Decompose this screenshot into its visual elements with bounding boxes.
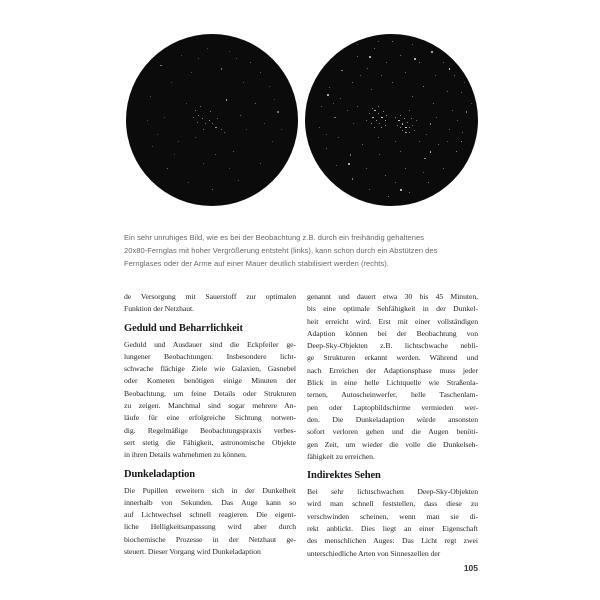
star-dot bbox=[215, 154, 216, 155]
star-dot bbox=[405, 127, 406, 128]
star-dot bbox=[414, 130, 415, 131]
text-line: Die Pupillen erweitern sich in der Dunkelheit bbox=[124, 485, 296, 495]
star-dot bbox=[209, 120, 210, 121]
star-dot bbox=[419, 62, 420, 63]
star-dot bbox=[191, 72, 192, 73]
star-dot bbox=[464, 82, 465, 83]
star-dot bbox=[385, 120, 386, 121]
star-dot bbox=[400, 127, 401, 128]
star-dot bbox=[378, 41, 379, 42]
text-line: genannt und dauert etwa 30 bis 45 Minuten, bbox=[307, 292, 478, 301]
star-dot bbox=[428, 182, 429, 183]
text-line: Bei sehr lichtschwachen Deep-Sky-Objekten bbox=[307, 487, 478, 497]
text-line: schwache flächige Ziele wie Galaxien, Gasnebel bbox=[124, 364, 296, 374]
star-dot bbox=[412, 96, 413, 97]
star-dot bbox=[224, 132, 225, 133]
star-dot bbox=[471, 103, 472, 104]
star-dot bbox=[250, 62, 251, 63]
star-dot bbox=[326, 148, 327, 149]
caption-line: Fernglases oder der Arme auf einer Mauer deutlich stabilisiert werden (rechts). bbox=[124, 259, 389, 268]
starfield-right-image bbox=[305, 34, 478, 206]
star-dot bbox=[414, 58, 416, 60]
star-dot bbox=[433, 103, 434, 104]
star-dot bbox=[200, 106, 201, 107]
star-dot bbox=[152, 146, 153, 147]
text-line: gen Zeit, um wieder die volle die Dunkelseh- bbox=[307, 439, 478, 449]
star-dot bbox=[449, 129, 450, 130]
star-dot bbox=[426, 134, 427, 135]
star-dot bbox=[462, 132, 463, 133]
star-dot bbox=[350, 154, 351, 155]
text-line: unterschiedliche Arten von Sinneszellen der bbox=[307, 548, 441, 558]
text-line: ternen, Autoscheinwerfer, helle Taschenlam- bbox=[307, 390, 478, 400]
star-dot bbox=[181, 55, 182, 56]
star-dot bbox=[372, 108, 373, 109]
star-dot bbox=[238, 180, 239, 181]
star-dot bbox=[409, 192, 410, 193]
star-dot bbox=[430, 151, 432, 153]
star-dot bbox=[160, 65, 161, 66]
star-dot bbox=[150, 96, 151, 97]
star-dot bbox=[277, 111, 278, 112]
star-dot bbox=[360, 75, 361, 76]
star-dot bbox=[405, 72, 406, 73]
star-dot bbox=[164, 117, 165, 118]
text-line: Blick in eine helle Lichtquelle wie Straßenla- bbox=[307, 378, 478, 388]
star-dot bbox=[374, 110, 375, 111]
star-dot bbox=[243, 82, 244, 83]
star-dot bbox=[178, 141, 179, 142]
star-dot bbox=[456, 151, 457, 152]
text-line: nach Erreichen der Adaptionsphase muss jeder bbox=[307, 365, 478, 375]
star-dot bbox=[357, 44, 358, 45]
star-dot bbox=[398, 120, 399, 121]
star-dot bbox=[383, 111, 384, 112]
star-dot bbox=[400, 115, 401, 116]
star-dot bbox=[369, 189, 370, 190]
text-line: innerhalb von Sekunden. Das Auge kann so bbox=[124, 497, 296, 507]
star-dot bbox=[443, 62, 444, 63]
star-dot bbox=[374, 127, 375, 128]
star-dot bbox=[334, 117, 335, 118]
star-dot bbox=[381, 75, 382, 76]
star-dot bbox=[385, 125, 386, 126]
starfield-left-image bbox=[126, 34, 298, 206]
star-dot bbox=[449, 68, 451, 70]
caption-line: Ein sehr unruhiges Bild, wie es bei der Beobachtung z.B. durch ein freihändig gehaltenes bbox=[124, 233, 425, 242]
text-line: dig. Regelmäßige Beobachtungspraxis verbes- bbox=[124, 425, 296, 435]
star-dot bbox=[395, 182, 396, 183]
text-line: sofort verloren gehen und die Augen benöti- bbox=[307, 427, 478, 437]
star-dot bbox=[405, 168, 406, 169]
star-dot bbox=[374, 48, 375, 49]
text-line: oder Kometen benötigen einige Minuten der bbox=[124, 376, 296, 386]
star-dot bbox=[423, 172, 424, 173]
star-dot bbox=[215, 127, 216, 128]
text-line: den. Die Dunkeladaption würde ansonsten bbox=[307, 414, 478, 424]
text-line: Adaption können bei der Beobachtung von bbox=[307, 328, 478, 338]
text-line: rekt anblickt. Dies liegt an einer Eigenschaft bbox=[307, 524, 478, 534]
star-dot bbox=[440, 48, 441, 49]
star-dot bbox=[203, 163, 204, 164]
text-line: Geduld und Ausdauer sind die Eckpfeiler ge- bbox=[124, 339, 296, 349]
star-dot bbox=[264, 123, 265, 124]
text-line: Funktion der Netzhaut. bbox=[124, 304, 194, 314]
star-dot bbox=[409, 132, 410, 133]
star-dot bbox=[274, 99, 275, 100]
star-dot bbox=[443, 168, 444, 169]
star-dot bbox=[400, 55, 401, 56]
text-line: lungener Beobachtungen. Insbesondere licht- bbox=[124, 351, 296, 361]
star-dot bbox=[341, 70, 342, 71]
star-dot bbox=[203, 129, 204, 130]
text-line: bis eine optimale Sehfähigkeit in der Dunkel- bbox=[307, 304, 478, 314]
star-dot bbox=[195, 137, 196, 138]
text-line: de Versorgung mit Sauerstoff zur optimalen bbox=[124, 292, 296, 301]
star-dot bbox=[197, 122, 198, 123]
star-dot bbox=[381, 117, 382, 118]
star-dot bbox=[167, 168, 168, 169]
star-dot bbox=[366, 168, 367, 169]
star-dot bbox=[340, 98, 341, 99]
star-dot bbox=[217, 118, 218, 119]
section-heading: Indirektes Sehen bbox=[307, 470, 381, 482]
text-line: in ihren Details wahrnehmen zu können. bbox=[124, 450, 247, 460]
star-dot bbox=[233, 151, 234, 152]
text-line: steuert. Dieser Vorgang wird Dunkeladaption bbox=[124, 547, 261, 557]
star-dot bbox=[272, 141, 273, 142]
star-dot bbox=[347, 110, 348, 111]
star-dot bbox=[157, 134, 158, 135]
star-dot bbox=[147, 120, 148, 121]
star-dot bbox=[195, 110, 196, 111]
star-dot bbox=[372, 117, 373, 118]
star-dot bbox=[319, 127, 320, 128]
star-dot bbox=[397, 125, 398, 126]
star-dot bbox=[402, 130, 403, 131]
text-line: sert stetig die Fähigkeit, astronomische Objekte bbox=[124, 437, 296, 447]
star-dot bbox=[412, 125, 413, 126]
star-dot bbox=[454, 75, 455, 76]
star-dot bbox=[352, 82, 353, 83]
star-dot bbox=[357, 56, 358, 57]
star-dot bbox=[395, 117, 396, 118]
star-dot bbox=[229, 168, 230, 169]
star-dot bbox=[212, 123, 213, 124]
star-dot bbox=[416, 120, 417, 121]
star-dot bbox=[388, 196, 389, 197]
star-dot bbox=[171, 82, 172, 83]
text-line: läufe für eine erfolgreiche Sichtung notwen- bbox=[124, 413, 296, 423]
star-dot bbox=[419, 141, 420, 142]
star-dot bbox=[392, 41, 393, 42]
star-dot bbox=[431, 51, 432, 52]
star-dot bbox=[386, 115, 387, 116]
text-line: pen oder Laptopbildschirme vermieden wer- bbox=[307, 402, 478, 412]
star-dot bbox=[438, 144, 439, 145]
star-dot bbox=[371, 123, 372, 124]
star-dot bbox=[260, 163, 261, 164]
star-dot bbox=[246, 129, 247, 130]
star-dot bbox=[333, 103, 334, 104]
section-heading: Geduld und Beharrlichkeit bbox=[124, 322, 243, 334]
text-line: fähigkeit zu erreichen. bbox=[307, 451, 375, 461]
star-dot bbox=[369, 113, 370, 114]
text-column-left bbox=[124, 291, 296, 558]
star-dot bbox=[329, 87, 330, 88]
star-dot bbox=[348, 163, 350, 165]
star-dot bbox=[327, 94, 329, 96]
text-line: Beobachtung, um feine Details oder Strukturen bbox=[124, 388, 296, 398]
star-dot bbox=[409, 110, 410, 111]
star-dot bbox=[457, 120, 458, 121]
star-dot bbox=[226, 99, 228, 101]
star-dot bbox=[376, 120, 377, 121]
star-dot bbox=[207, 48, 208, 49]
star-dot bbox=[402, 123, 403, 124]
text-line: ge Strukturen erkannt werden. Während und bbox=[307, 353, 478, 363]
star-dot bbox=[400, 189, 402, 191]
star-dot bbox=[236, 58, 237, 59]
star-dot bbox=[221, 68, 222, 69]
star-dot bbox=[221, 129, 222, 130]
star-dot bbox=[212, 189, 213, 190]
star-dot bbox=[378, 113, 379, 114]
star-dot bbox=[338, 137, 339, 138]
star-dot bbox=[378, 137, 379, 138]
star-dot bbox=[404, 118, 405, 119]
section-heading: Dunkeladaption bbox=[124, 468, 195, 480]
star-dot bbox=[362, 144, 363, 145]
star-dot bbox=[436, 117, 437, 118]
star-dot bbox=[411, 118, 412, 119]
star-dot bbox=[386, 62, 387, 63]
star-dot bbox=[378, 106, 379, 107]
star-dot bbox=[447, 91, 448, 92]
text-line: auf Lichtwechsel schnell reagieren. Die eigent- bbox=[124, 510, 296, 520]
star-dot bbox=[369, 56, 371, 58]
star-dot bbox=[423, 86, 424, 87]
star-dot bbox=[435, 75, 436, 76]
star-dot bbox=[326, 134, 327, 135]
star-dot bbox=[409, 127, 410, 128]
star-dot bbox=[424, 158, 425, 159]
text-line: biochemische Prozesse in der Netzhaut ge- bbox=[124, 534, 296, 544]
star-dot bbox=[336, 165, 337, 166]
text-line: liche Helligkeitsanpassung wird aber durch bbox=[124, 522, 296, 532]
text-line: verschwinden scheinen, wenn man sie di- bbox=[307, 511, 478, 521]
star-dot bbox=[461, 92, 462, 93]
figure-caption bbox=[124, 231, 486, 270]
star-dot bbox=[379, 154, 380, 155]
star-dot bbox=[255, 103, 256, 104]
star-dot bbox=[198, 58, 199, 59]
star-dot bbox=[198, 115, 199, 116]
star-dot bbox=[461, 141, 463, 143]
star-dot bbox=[229, 51, 230, 52]
text-line: heit erreicht wird. Erst mit einer vollständigen bbox=[307, 316, 478, 326]
text-line: zu zeigen. Manchmal sind sogar mehrere An- bbox=[124, 401, 296, 411]
star-dot bbox=[281, 129, 282, 130]
star-dot bbox=[202, 118, 203, 119]
star-dot bbox=[379, 123, 380, 124]
star-dot bbox=[407, 122, 408, 123]
star-dot bbox=[381, 127, 382, 128]
star-dot bbox=[447, 141, 448, 142]
star-dot bbox=[466, 111, 467, 112]
text-line: wird man schnell feststellen, dass diese zu bbox=[307, 499, 478, 509]
star-dot bbox=[395, 141, 396, 142]
star-dot bbox=[405, 132, 406, 133]
caption-line: 20x80-Fernglas mit hoher Vergrößerung entsteht (links), kann schon durch ein Abstützen des bbox=[124, 246, 438, 255]
star-dot bbox=[357, 106, 358, 107]
text-column-right bbox=[307, 291, 478, 560]
star-dot bbox=[260, 72, 261, 73]
star-dot bbox=[353, 123, 354, 124]
star-dot bbox=[188, 182, 189, 183]
star-dot bbox=[186, 103, 187, 104]
star-dot bbox=[430, 123, 431, 124]
star-dot bbox=[205, 123, 206, 124]
star-dot bbox=[392, 82, 393, 83]
star-dot bbox=[412, 44, 413, 45]
star-dot bbox=[371, 89, 372, 90]
star-dot bbox=[174, 154, 175, 155]
star-dot bbox=[366, 120, 367, 121]
star-dot bbox=[385, 175, 386, 176]
star-dot bbox=[321, 106, 322, 107]
star-dot bbox=[452, 110, 453, 111]
star-dot bbox=[352, 178, 353, 179]
star-dot bbox=[269, 86, 270, 87]
page-number: 105 bbox=[463, 563, 478, 573]
star-dot bbox=[367, 68, 368, 69]
star-dot bbox=[400, 151, 401, 152]
star-dot bbox=[193, 117, 194, 118]
text-line: des menschlichen Auges: Das Licht regt zwei bbox=[307, 536, 478, 546]
star-dot bbox=[240, 115, 241, 116]
star-dot bbox=[210, 111, 211, 112]
text-line: Deep-Sky-Objekten z.B. lichtschwache nebli- bbox=[307, 341, 478, 351]
